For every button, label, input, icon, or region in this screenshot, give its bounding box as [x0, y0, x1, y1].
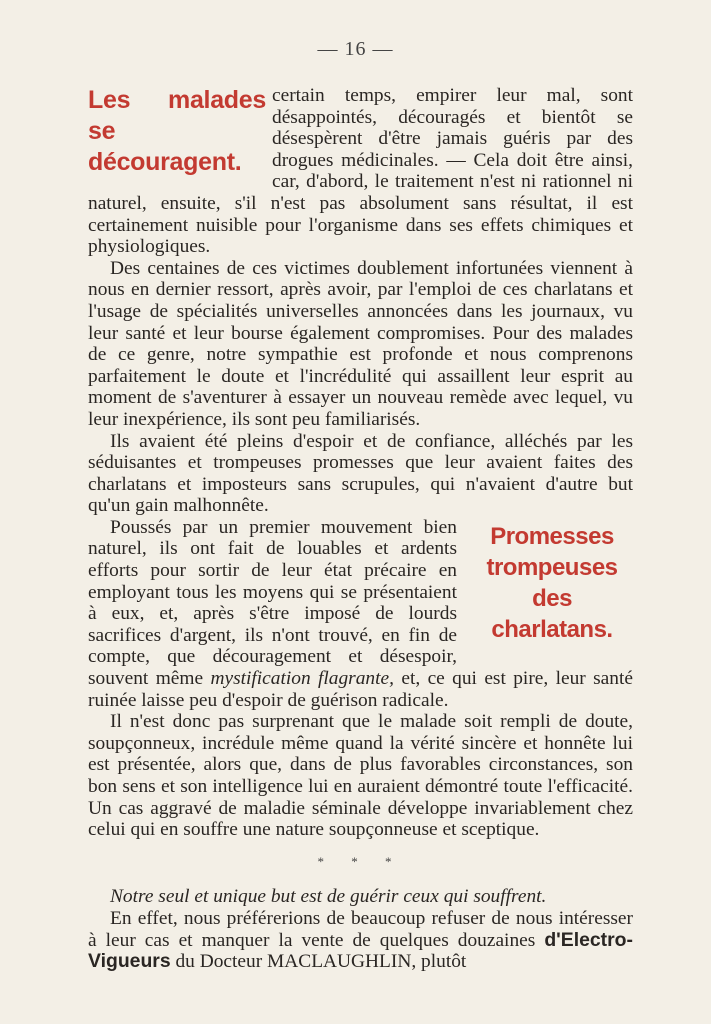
italic-phrase: mystification flagrante, [210, 668, 394, 690]
motto: Notre seul et unique but est de guérir ceux qui souffrent. [110, 886, 547, 908]
paragraph: Ils avaient été pleins d'espoir et de confiance, alléchés par les séduisantes et trompeuses promesses que leur avaient faites des charlatans et imposteurs sans scrupules, qui n'avaient d'autre but qu'un gain malhonnête. [88, 430, 633, 517]
sidenote-discouraged: Les malades se découragent. [88, 86, 266, 176]
paragraph: Des centaines de ces victimes doublement infortunées viennent à nous en dernier ressort, après avoir, par l'emploi de ces charlatans et l'usage de spécialités universelles annoncées dans les journaux, vu leur santé et leur bourse également compromises. Pour des malades de ce genre, notre sympathie est profonde et nous comprenons parfaitement le doute et l'incrédulité qui assaillent leur esprit au moment de s'aventurer à essayer un nouveau remède avec lequel, vu leur inexpérience, ils sont peu familiarisés. [88, 257, 633, 430]
paragraph: Il n'est donc pas surprenant que le malade soit rempli de doute, soupçonneux, incrédule même quand la vérité sincère et honnête lui est présentée, alors que, dans de plus favorables circonstances, son bon sens et son intelligence lui en auraient démontré toute l'efficacité. Un cas aggravé de maladie séminale développe invariablement chez celui qui en souffre une nature soupçonneuse et sceptique. [88, 711, 633, 841]
product-name: d'Electro-Vigueurs [88, 928, 633, 973]
paragraph: Poussés par un premier mouvement bien naturel, ils ont fait de louables et ardents efforts pour sortir de leur état précaire en employant tous les moyens qui se présentaient à eux, et, après s'être imposé de lourds sacrifices d'argent, ils n'ont trouvé, en fin de compte, que découragement et désespoir, souvent même mystification flagrante, et, ce qui est pire, leur santé ruinée laisse peu d'espoir de guérison radicale. [88, 516, 633, 711]
sidenote-false-promises: Promesses trompeuses des charlatans. [486, 522, 618, 643]
paragraph: certain temps, empirer leur mal, sont désappointés, découragés et bientôt se désespèrent d'être jamais guéris par des drogues médicinales. — Cela doit être ainsi, car, d'abord, le traitement n'est ni rationnel ni naturel, ensuite, s'il n'est pas absolument sans résultat, il est certainement nuisible pour l'organisme dans ses effets chimiques et physiologiques. [88, 85, 633, 258]
section-separator: * * * [317, 853, 404, 869]
paragraph: En effet, nous préférerions de beaucoup refuser de nous intéresser à leur cas et manquer la vente de quelques douzaines d'Electro-Vigueurs du Docteur MACLAUGHLIN, plutôt [88, 907, 633, 973]
body-text [88, 85, 633, 973]
page-number: — 16 — [317, 38, 394, 60]
